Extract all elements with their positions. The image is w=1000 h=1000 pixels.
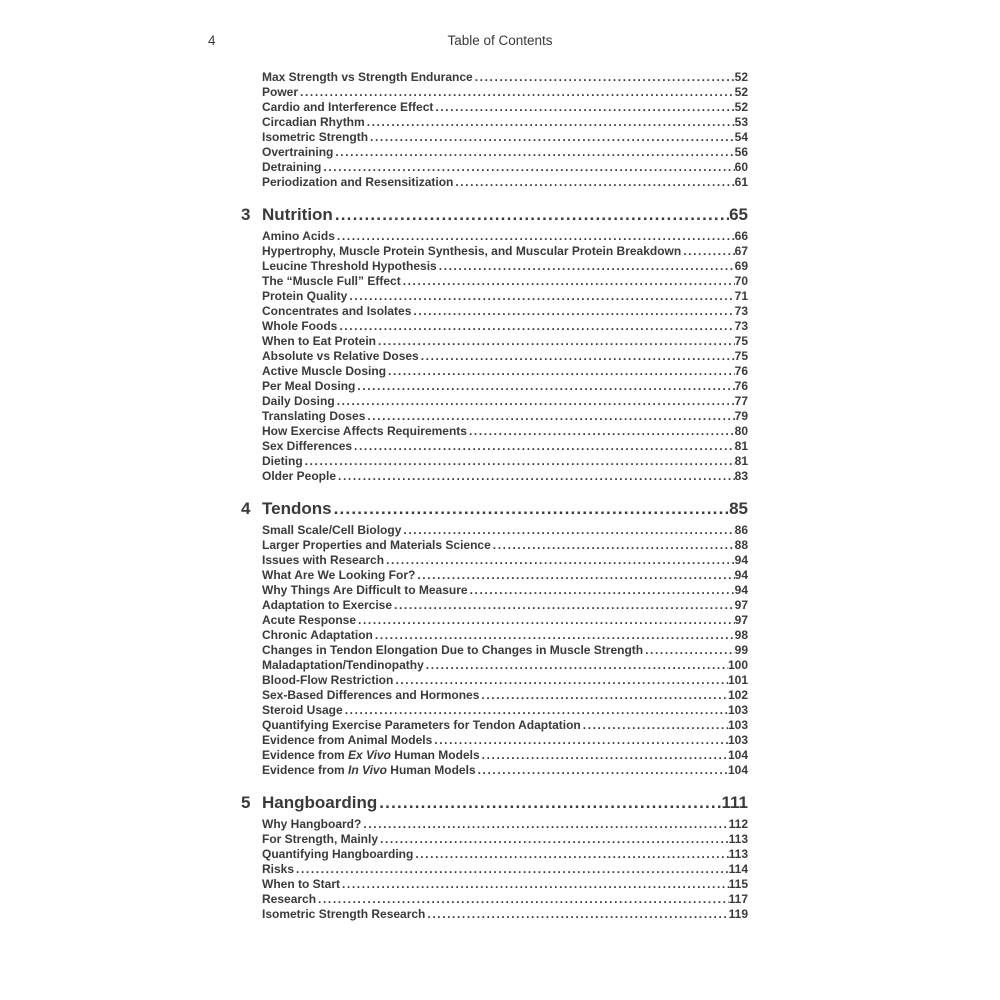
toc-entry[interactable] [262,538,748,553]
dot-leader [415,847,728,862]
toc-entry-title: Older People [262,469,337,483]
toc-entry-title: Overtraining [262,145,334,159]
toc-entry-page: 80 [734,424,748,438]
toc-entry-page: 113 [728,832,748,846]
toc-entry-title-segment: Ex Vivo [348,748,391,762]
toc-entry[interactable] [262,115,748,130]
toc-entry[interactable] [262,748,748,763]
toc-entry[interactable] [262,379,748,394]
toc-entry[interactable] [262,763,748,778]
toc-entry-page: 81 [734,439,748,453]
toc-entry[interactable] [262,175,748,190]
dot-leader [439,259,735,274]
dot-leader [375,628,735,643]
dot-leader [323,160,734,175]
dot-leader [342,877,729,892]
toc-entry-page: 104 [727,763,748,777]
dot-leader [300,85,735,100]
chapter-page-number: 85 [729,499,748,518]
dot-leader [493,538,735,553]
toc-entry[interactable] [262,583,748,598]
toc-entry-title: Max Strength vs Strength Endurance [262,70,473,84]
page-number: 4 [208,33,216,48]
toc-entry-page: 53 [734,115,748,129]
toc-entry-title [262,763,478,778]
toc-entry-page: 101 [727,673,748,687]
dot-leader [386,553,735,568]
toc-entry-page: 103 [727,718,748,732]
toc-entry-page: 112 [728,817,748,831]
toc-entry-title: Dieting [262,454,303,468]
page-header [0,33,1000,51]
toc-entry[interactable] [262,319,748,334]
dot-leader [645,643,735,658]
toc-entry-page: 97 [734,613,748,627]
toc-entry[interactable] [262,409,748,424]
dot-leader [379,792,721,813]
toc-entry[interactable] [262,907,748,922]
toc-entry[interactable] [262,658,748,673]
toc-entry-title: Adaptation to Exercise [262,598,393,612]
toc-entry-page: 76 [734,364,748,378]
toc-entry-title: Isometric Strength [262,130,369,144]
toc-entry[interactable] [262,892,748,907]
chapter-number: 3 [241,205,251,224]
toc-entry-page: 73 [734,304,748,318]
toc-entry-title: Small Scale/Cell Biology [262,523,402,537]
toc-entry-page: 117 [728,892,748,906]
toc-entry-page: 83 [734,469,748,483]
toc-entry-page: 94 [734,583,748,597]
dot-leader [388,364,735,379]
toc-entry-page: 52 [734,85,748,99]
toc-entry-title: Steroid Usage [262,703,343,717]
toc-entry-title-segment: Human Models [390,748,480,762]
toc-entry-page: 73 [734,319,748,333]
toc-entry-title: Maladaptation/Tendinopathy [262,658,424,672]
toc-entry-title: Power [262,85,299,99]
toc-entry-title: Why Things Are Difficult to Measure [262,583,468,597]
toc-entry[interactable] [262,553,748,568]
toc-entry[interactable] [262,568,748,583]
toc-entry-title [262,748,482,763]
toc-entry-title: Issues with Research [262,553,385,567]
toc-entry-page: 54 [734,130,748,144]
toc-entry-title: Quantifying Exercise Parameters for Tendon Adaptation [262,718,581,732]
toc-entry[interactable] [262,832,748,847]
toc-entry[interactable] [262,160,748,175]
toc-entry-title: Acute Response [262,613,357,627]
table-of-contents [241,70,748,922]
page-title: Table of Contents [447,33,553,48]
toc-entry-page: 97 [734,598,748,612]
toc-entry-title: Translating Doses [262,409,366,423]
toc-entry-page: 75 [734,349,748,363]
toc-entry[interactable] [262,469,748,484]
dot-leader [305,454,735,469]
toc-entry-title: Isometric Strength Research [262,907,426,921]
dot-leader [394,598,735,613]
toc-entry-page: 119 [728,907,748,921]
toc-entry[interactable] [262,100,748,115]
toc-entry-title-segment: Evidence from [262,748,349,762]
toc-entry-title: Sex-Based Differences and Hormones [262,688,480,702]
toc-entry[interactable] [262,523,748,538]
toc-entry[interactable] [262,85,748,100]
toc-entry[interactable] [262,364,748,379]
toc-entry-title: Sex Differences [262,439,353,453]
toc-entry-page: 103 [727,703,748,717]
dot-leader [338,469,735,484]
dot-leader [357,379,734,394]
toc-entry-title: Detraining [262,160,322,174]
toc-entry-page: 104 [727,748,748,762]
toc-entry-title: What Are We Looking For? [262,568,416,582]
dot-leader [475,70,735,85]
dot-leader [481,688,728,703]
toc-entry-page: 52 [734,70,748,84]
dot-leader [354,439,735,454]
toc-entry-title: Why Hangboard? [262,817,362,831]
toc-entry-page: 86 [734,523,748,537]
toc-entry-title: Whole Foods [262,319,338,333]
dot-leader [403,523,734,538]
chapter-heading[interactable] [241,498,748,519]
toc-entry-title: Research [262,892,317,906]
toc-entry-title: Quantifying Hangboarding [262,847,414,861]
toc-entry[interactable] [262,628,748,643]
toc-entry-page: 102 [727,688,748,702]
toc-entry-page: 71 [734,289,748,303]
toc-entry[interactable] [262,877,748,892]
toc-entry-title: Cardio and Interference Effect [262,100,434,114]
toc-entry-page: 81 [734,454,748,468]
toc-entry-title: Changes in Tendon Elongation Due to Changes in Muscle Strength [262,643,644,657]
dot-leader [378,334,735,349]
toc-entry-page: 114 [728,862,748,876]
toc-entry-page: 60 [734,160,748,174]
dot-leader [478,763,728,778]
dot-leader [370,130,735,145]
toc-entry[interactable] [262,703,748,718]
toc-entry-page: 88 [734,538,748,552]
toc-entry-page: 94 [734,553,748,567]
toc-entry[interactable] [262,70,748,85]
toc-entry-title: Concentrates and Isolates [262,304,412,318]
dot-leader [335,204,729,225]
chapter-number: 5 [241,793,251,812]
toc-entry[interactable] [262,304,748,319]
toc-entry-page: 113 [728,847,748,861]
toc-entry-page: 75 [734,334,748,348]
dot-leader [337,229,735,244]
dot-leader [583,718,728,733]
toc-entry-page: 66 [734,229,748,243]
toc-entry-title-segment: In Vivo [348,763,387,777]
toc-entry-page: 94 [734,568,748,582]
toc-entry-title: Daily Dosing [262,394,335,408]
toc-entry-page: 67 [734,244,748,258]
toc-entry[interactable] [262,613,748,628]
dot-leader [345,703,728,718]
toc-entry-page: 77 [734,394,748,408]
toc-entry[interactable] [262,244,748,259]
dot-leader [367,115,735,130]
toc-entry[interactable] [262,718,748,733]
toc-entry-title: Leucine Threshold Hypothesis [262,259,437,273]
dot-leader [395,673,728,688]
dot-leader [482,748,728,763]
toc-entry[interactable] [262,145,748,160]
toc-entry-page: 69 [734,259,748,273]
toc-entry-title: Periodization and Resensitization [262,175,454,189]
toc-entry-page: 76 [734,379,748,393]
dot-leader [335,145,734,160]
toc-entry-title: For Strength, Mainly [262,832,379,846]
dot-leader [435,100,734,115]
dot-leader [421,349,735,364]
chapter-title: Hangboarding [262,793,378,812]
toc-entry-page: 100 [727,658,748,672]
toc-entry-page: 115 [728,877,748,891]
toc-entry-title: Absolute vs Relative Doses [262,349,419,363]
toc-entry-title: The “Muscle Full” Effect [262,274,401,288]
toc-entry[interactable] [262,424,748,439]
toc-entry[interactable] [262,598,748,613]
dot-leader [334,498,730,519]
toc-entry[interactable] [262,229,748,244]
toc-entry-title: Larger Properties and Materials Science [262,538,491,552]
dot-leader [337,394,735,409]
dot-leader [413,304,734,319]
dot-leader [426,658,728,673]
toc-entry[interactable] [262,847,748,862]
toc-entry-page: 103 [727,733,748,747]
toc-entry[interactable] [262,817,748,832]
toc-entry[interactable] [262,688,748,703]
dot-leader [380,832,729,847]
toc-entry-title: Hypertrophy, Muscle Protein Synthesis, and Muscular Protein Breakdown [262,244,682,258]
dot-leader [455,175,734,190]
toc-entry-title: Protein Quality [262,289,348,303]
chapter-page-number: 111 [721,793,748,812]
toc-entry-title: Active Muscle Dosing [262,364,387,378]
toc-entry-title: When to Eat Protein [262,334,376,348]
dot-leader [339,319,734,334]
toc-entry-title: Risks [262,862,295,876]
toc-entry[interactable] [262,130,748,145]
toc-entry-page: 98 [734,628,748,642]
toc-entry[interactable] [262,259,748,274]
toc-entry-title: Amino Acids [262,229,335,243]
toc-entry-title-segment: Human Models [386,763,476,777]
toc-entry[interactable] [262,349,748,364]
dot-leader [349,289,734,304]
dot-leader [683,244,734,259]
toc-entry-title: Blood-Flow Restriction [262,673,394,687]
dot-leader [417,568,734,583]
dot-leader [470,583,735,598]
toc-entry[interactable] [262,439,748,454]
toc-entry-page: 52 [734,100,748,114]
toc-entry-title: Evidence from Animal Models [262,733,433,747]
toc-entry[interactable] [262,454,748,469]
chapter-page-number: 65 [729,205,748,224]
toc-entry[interactable] [262,394,748,409]
dot-leader [296,862,729,877]
chapter-number: 4 [241,499,251,518]
toc-entry[interactable] [262,862,748,877]
chapter-title: Nutrition [262,205,333,224]
toc-entry-page: 61 [734,175,748,189]
chapter-heading[interactable] [241,204,748,225]
toc-entry[interactable] [262,274,748,289]
chapter-title: Tendons [262,499,332,518]
dot-leader [367,409,734,424]
toc-entry-title: Circadian Rhythm [262,115,365,129]
toc-entry[interactable] [262,289,748,304]
dot-leader [358,613,735,628]
toc-entry-title: How Exercise Affects Requirements [262,424,467,438]
toc-entry-page: 56 [734,145,748,159]
toc-entry[interactable] [262,673,748,688]
toc-entry[interactable] [262,733,748,748]
toc-entry-page: 99 [734,643,748,657]
toc-entry[interactable] [262,334,748,349]
toc-entry[interactable] [262,643,748,658]
dot-leader [469,424,735,439]
toc-entry-page: 79 [734,409,748,423]
dot-leader [434,733,728,748]
dot-leader [363,817,728,832]
chapter-heading[interactable] [241,792,748,813]
dot-leader [403,274,735,289]
toc-entry-title-segment: Evidence from [262,763,349,777]
toc-entry-page: 70 [734,274,748,288]
toc-entry-title: When to Start [262,877,340,891]
toc-entry-title: Chronic Adaptation [262,628,373,642]
dot-leader [318,892,729,907]
dot-leader [427,907,728,922]
toc-entry-title: Per Meal Dosing [262,379,356,393]
